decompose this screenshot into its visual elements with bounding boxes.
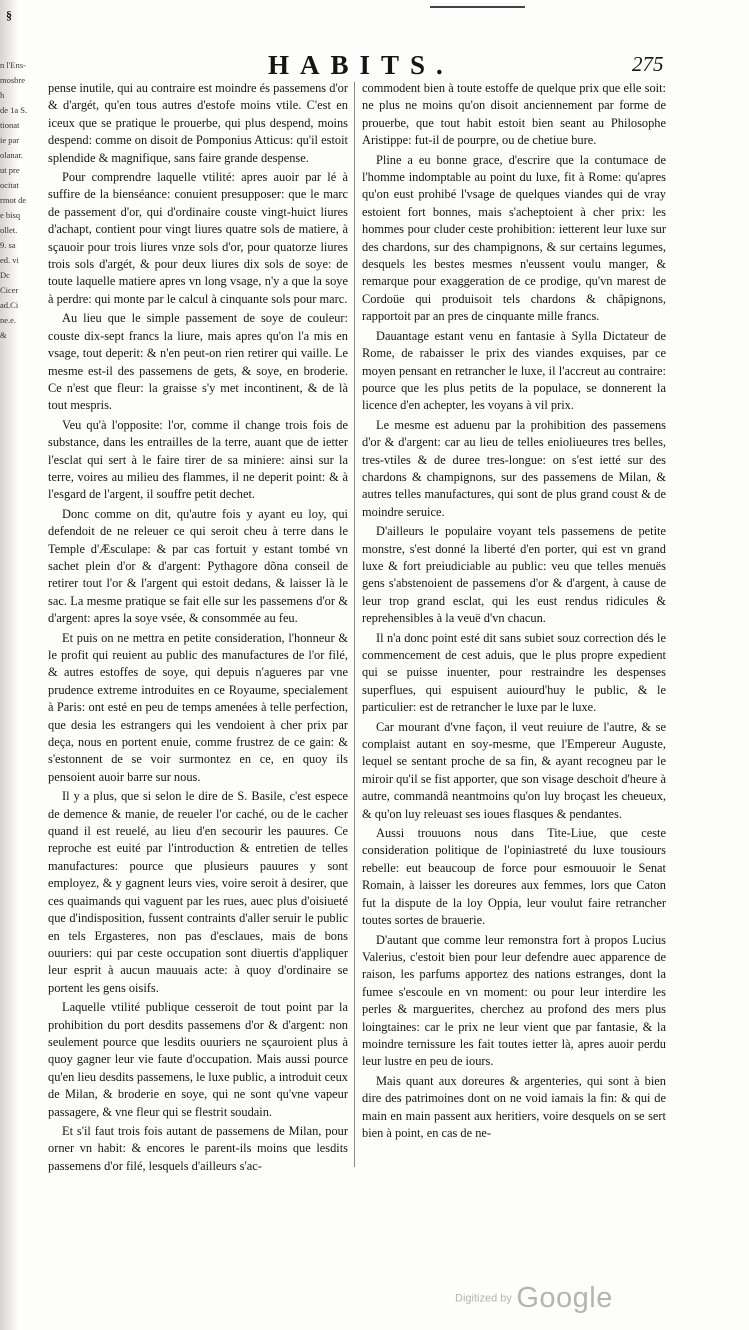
margin-note: h — [0, 90, 5, 100]
paragraph: Veu qu'à l'opposite: l'or, comme il change trois fois de substance, dans les entrailles de la terre, auant que de ietter l'esclat qui sert à le faire tirer de sa miniere: ainsi sur la terre, voires au milieu des flammes, il ne deperit point: & à l'esgard de l'argent, il souffre petit dechet. — [48, 417, 348, 502]
margin-note: ne.e. — [0, 315, 17, 325]
paragraph: D'autant que comme leur remonstra fort à propos Lucius Valerius, c'estoit bien pour leur defendre auec apparence de raison, les parfums apportez des nations estranges, dont la fumee s'escoule en vn moment: ou pour leur interdire les perles & marguerites, cherchez au profond des mers plus loingtaines: car le prix ne leur vient que par fantasie, & la moindre ternissure les fait toutes ietter là, apres auoir perdu leur lustre en peu de iours. — [362, 932, 666, 1069]
margin-note: tionat — [0, 120, 20, 130]
column-divider — [354, 82, 355, 1167]
margin-note: ad.Ci — [0, 300, 19, 310]
digitized-by-label: Digitized by — [455, 1292, 512, 1305]
paragraph: Il y a plus, que si selon le dire de S. Basile, c'est espece de demence & manie, de reueler l'or caché, ou de le cacher quand il est reuelé, au lieu d'en secourir les pauures. Ce reproche est euité par l'introduction & entretien de telles manufactures: pource que plusieurs pauures y sont employez, & y gagnent leurs vies, voire seroit à desirer, que ces quaimands qui vaguent par les rues, auec plus d'oisiueté que d'indisposition, fussent contraints d'aller seruir le public en tels Ergasteres, non pas d'esclaues, mais de bons ouuriers: qui par ceste occupation sont diuertis d'appliquer leur esprit à aucun mauuais acte: à quoy d'ordinaire se portent les gens oisifs. — [48, 789, 348, 995]
paragraph: Dauantage estant venu en fantasie à Sylla Dictateur de Rome, de rabaisser le prix des viandes exquises, par ce moyen pensant en retrancher le luxe, il l'accreut au contraire: pource que les plus petits de la populace, se donnerent la licence d'en achepter, les voyans à vil prix. — [362, 328, 666, 413]
margin-note: ed. vi — [0, 255, 19, 265]
paragraph: Laquelle vtilité publique cesseroit de tout point par la prohibition du port desdits passemens d'or & d'argent: non seulement pource que lesdits ouuriers ne sçauroient plus à quoy gagner leur vie faute d'occupation. Mais aussi pource qu'en lieu desdits passemens, le luxe public, a introduit ceux de Milan, & broderie en soye, qui ne sont qu'vne vapeur passagere, & vne fleur qui se flestrit soudain. — [48, 1000, 348, 1119]
google-logo-text: Google — [516, 1282, 613, 1314]
paragraph: pense inutile, qui au contraire est moindre és passemens d'or & d'argét, qu'en tous autres d'estofe moins vtile. C'est en iceux que se pratique le prouerbe, qui plus despend, moins despend: comme on disoit de Pomponius Atticus: qu'il estoit splendide & magnifique, sans faire grande despense. — [48, 81, 348, 165]
page-number: 275 — [632, 52, 664, 76]
corner-mark: § — [6, 8, 12, 22]
paragraph: Car mourant d'vne façon, il veut reuiure de l'autre, & se complaist autant en soy-mesme, que l'Empereur Auguste, lequel se sentant proche de sa fin, & ayant recogneu par le miroir qu'il se fist apporter, que son visage deschoit d'heure à autre, commandâ neantmoins qu'on luy broçast les cheueux, & qu'on luy releuast ses ioues flasques & pendantes. — [362, 719, 666, 821]
margin-note: rmot de — [0, 195, 27, 205]
margin-note: ut pre — [0, 165, 20, 175]
paragraph: Pour comprendre laquelle vtilité: apres auoir par lé à suffire de la bienséance: conuient presupposer: que le marc de passement d'or, qui d'ordinaire couste vingt-huict liures d'achapt, contient pour vingt liures quatre sols de matiere, à sçauoir pour trois liures vnze sols d'or, pour quatorze liures trois sols d'argét, & pour deux liures dix sols de soye: de toute laquelle matiere apres vn long vsage, n'y a que la soye à perdre: qui monte par le calcul à cinquante sols pour marc. — [48, 170, 348, 306]
margin-note: Cicer — [0, 285, 19, 295]
left-column — [48, 80, 348, 1173]
paragraph: Donc comme on dit, qu'autre fois y ayant eu loy, qui defendoit de ne releuer ce qui seroit cheu à terre dans le Temple d'Æsculape: & par cas fortuit y estant tombé vn sachet plein d'or & d'argent: Pythagore dõna conseil de retirer tout l'or & l'argent qui estoit dedans, & laisser là le sac. La mesme pratique se fait elle sur les passemens d'or & d'argent: apres la soye vsée, & consommée au feu. — [48, 506, 348, 626]
paragraph: Il n'a donc point esté dit sans subiet souz correction dés le commencement de cest aduis, que le plus propre expedient qui se puisse inuenter, pour restraindre les despenses superflues, qui espuisent auiourd'huy le public, & le particulier: est de retrancher le luxe par le luxe. — [362, 630, 666, 715]
right-column — [362, 80, 666, 1150]
margin-notes — [0, 60, 28, 1060]
paragraph: commodent bien à toute estoffe de quelque prix que elle soit: ne plus ne moins qu'on disoit anciennement par forme de prouerbe, que tout habit estoit bien seant au Philosophe Aristippe: fut-il de pourpre, ou de chetiue bure. — [362, 81, 666, 148]
paragraph: Mais quant aux doreures & argenteries, qui sont à bien dire des patrimoines dont on ne void iamais la fin: & qui de main en main passent aux heritiers, voire desquels on se sert bien à point, en cas de ne- — [362, 1073, 666, 1140]
margin-note: 9. sa — [0, 240, 16, 250]
digitized-footer — [455, 1282, 613, 1315]
margin-note: olanar. — [0, 150, 23, 160]
margin-note: ocitat — [0, 180, 19, 190]
margin-note: e bisq — [0, 210, 21, 220]
paragraph: Au lieu que le simple passement de soye de couleur: couste dix-sept francs la liure, mais apres qu'on l'a mis en vsage, tout deperit: & n'en peut-on rien retirer qui vaille. Le mesme est-il des passemens de gets, & soye, en broderie. Ce n'est que fleur: la graisse s'y met incontinent, & de là tout mespris. — [48, 311, 348, 413]
margin-note: & — [0, 330, 7, 340]
paragraph: Et puis on ne mettra en petite consideration, l'honneur & le profit qui reuient au public des manufactures de l'or filé, & autres estoffes de soye, qui depuis n'agueres par vne prudence extreme introduites en ce Royaume, specialement à Paris: ont esté en peu de temps amenées à telle perfection, que desia les estrangers qui les vendoient à cher prix par deça, nous en portent enuie, comme frustrez de ce gain: & s'estonnent de se voir surmontez en ce, en quoy ils pensoient auoir barre sur nous. — [48, 630, 348, 784]
margin-note: Dc — [0, 270, 10, 280]
paragraph: D'ailleurs le populaire voyant tels passemens de petite monstre, s'est donné la liberté d'en porter, qui est vn grand luxe & fort preiudiciable au public: veu que telles menuës gens s'abstenoient de passemens d'or & d'argent, à cause de leur trop grand esclat, qui les eust rendus ridicules & reprehensibles à la veuë d'vn chacun. — [362, 524, 666, 626]
header-rule — [430, 6, 525, 8]
paragraph: Et s'il faut trois fois autant de passemens de Milan, pour orner vn habit: & encores le parent-ils moins que lesdits passemens d'or filé, lesquels d'ailleurs s'ac- — [48, 1123, 348, 1173]
running-head: HABITS. — [268, 50, 454, 80]
paragraph: Le mesme est aduenu par la prohibition des passemens d'or & d'argent: car au lieu de telles enioliueures tres belles, tres-vtiles & de duree tres-longue: on s'est ietté sur des chardons & champignons, sur des passemens de Milan, & autres telles manufactures, qui sont de plus grand coust & de moindre seruice. — [362, 417, 666, 519]
margin-note: de 1a S. — [0, 105, 28, 115]
margin-note: n l'Ens- — [0, 60, 26, 70]
paragraph: Aussi trouuons nous dans Tite-Liue, que ceste consideration politique de l'opiniastreté du luxe tousiours rebelle: eut beaucoup de force pour esmouuoir le Senat Romain, à laisser les doreures aux femmes, lors que Caton fut la dispute de la loy Oppia, leur voulut faire retrancher toutes sortes de brauerie. — [362, 826, 666, 928]
margin-note: ollet. — [0, 225, 18, 235]
margin-note: mosbre — [0, 75, 26, 85]
paragraph: Pline a eu bonne grace, d'escrire que la contumace de l'homme indomptable au point du luxe, fit à Rome: qu'apres qu'on eust prohibé l'vsage de quelques viandes qui de vray estoient fort bonnes, mais s'acheptoient à cher prix: les hommes pour cluder ceste prohibition: ietterent leur luxe sur des chardons, sur des champignons, & sur certains legumes, desquels les bestes mesmes n'eussent voulu manger, & remarque pour exaggeration de ce prodige, qu'vn marest de Cordoüe qui produisoit tels chardons & châpignons, rapportoit par an pres de cinquante mille francs. — [362, 152, 666, 324]
margin-note: ie par — [0, 135, 20, 145]
